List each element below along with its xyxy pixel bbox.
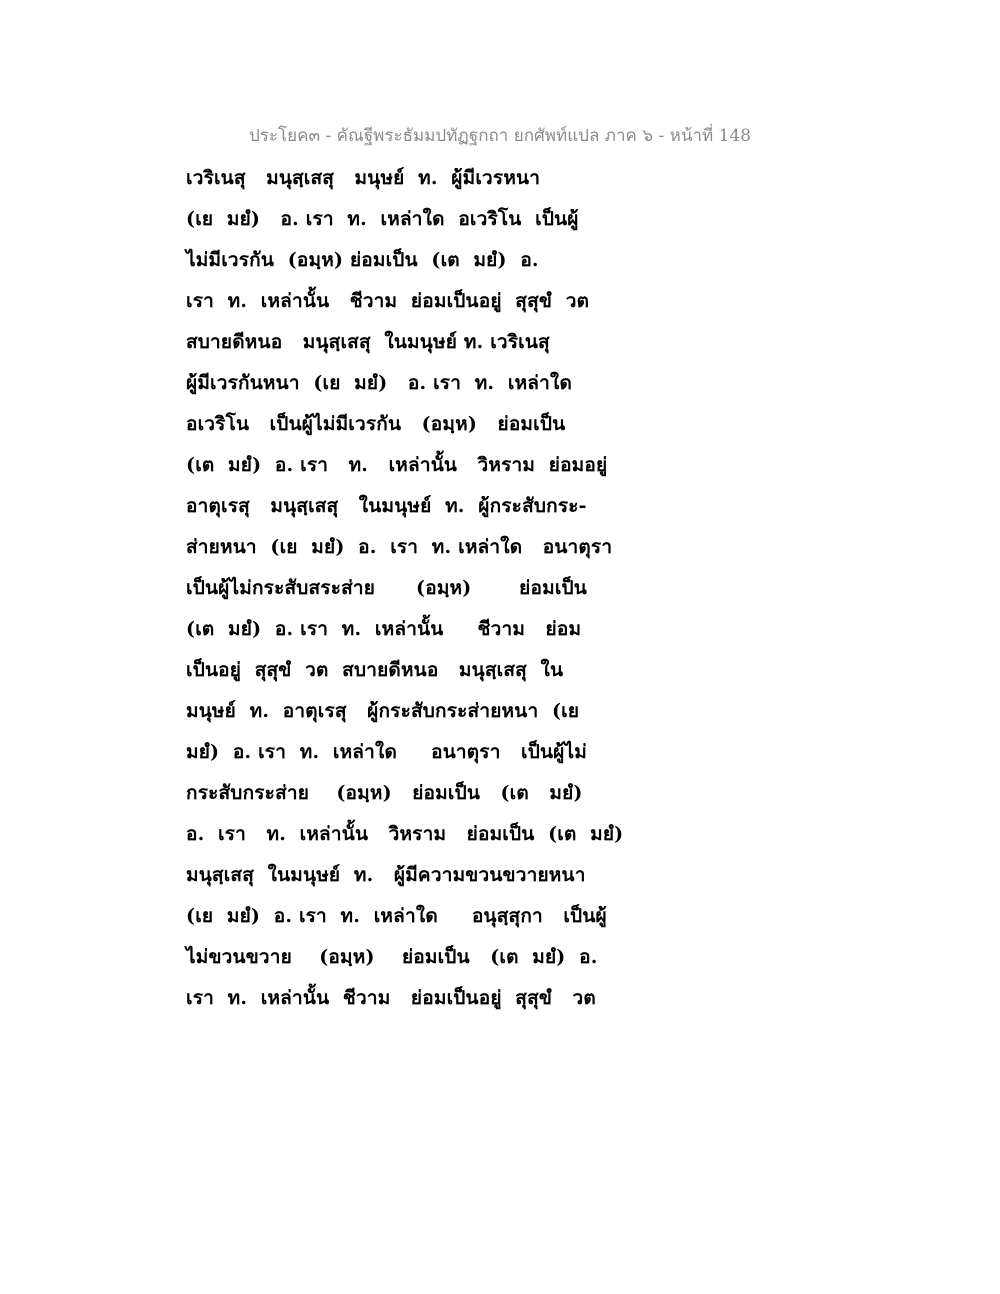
text-line: มนุสฺเสสุ ในมนุษย์ ท. ผู้มีความขวนขวายหนา	[186, 864, 586, 886]
text-line: (เย มยํ) อ. เรา ท. เหล่าใด อเวริโน เป็นผู้	[186, 208, 579, 230]
text-line: สบายดีหนอ มนุสฺเสสุ ในมนุษย์ ท. เวริเนสุ	[186, 331, 550, 353]
text-line: ไม่มีเวรกัน (อมฺห) ย่อมเป็น (เต มยํ) อ.	[186, 249, 539, 271]
text-line: เรา ท. เหล่านั้น ชีวาม ย่อมเป็นอยู่ สุสุขํ วต	[186, 290, 590, 312]
text-line: (เย มยํ) อ. เรา ท. เหล่าใด อนุสฺสุกา เป็นผู้	[186, 905, 607, 927]
text-line: มนุษย์ ท. อาตุเรสุ ผู้กระสับกระส่ายหนา (เย	[186, 700, 580, 722]
text-line: เรา ท. เหล่านั้น ชีวาม ย่อมเป็นอยู่ สุสุขํ วต	[186, 987, 596, 1009]
text-line: เป็นอยู่ สุสุขํ วต สบายดีหนอ มนุสฺเสสุ ใน	[186, 659, 564, 681]
text-line: ผู้มีเวรกันหนา (เย มยํ) อ. เรา ท. เหล่าใด	[186, 372, 573, 394]
text-line: เป็นผู้ไม่กระสับสระส่าย (อมฺห) ย่อมเป็น	[186, 577, 587, 599]
text-line: อ. เรา ท. เหล่านั้น วิหราม ย่อมเป็น (เต มยํ)	[186, 823, 624, 845]
text-line: อเวริโน เป็นผู้ไม่มีเวรกัน (อมฺห) ย่อมเป็น	[186, 413, 566, 435]
page-header: ประโยค๓ - คัณฐีพระธัมมปทัฏฐกถา ยกศัพท์แปล ภาค ๖ - หน้าที่ 148	[248, 126, 752, 146]
text-line: ไม่ขวนขวาย (อมฺห) ย่อมเป็น (เต มยํ) อ.	[186, 946, 598, 968]
text-line: อาตุเรสุ มนุสฺเสสุ ในมนุษย์ ท. ผู้กระสับกระ-	[186, 495, 587, 517]
text-line: ส่ายหนา (เย มยํ) อ. เรา ท. เหล่าใด อนาตุรา	[186, 536, 613, 558]
text-line: กระสับกระส่าย (อมฺห) ย่อมเป็น (เต มยํ)	[186, 782, 583, 804]
text-line: มยํ) อ. เรา ท. เหล่าใด อนาตุรา เป็นผู้ไม่	[186, 741, 587, 763]
text-line: (เต มยํ) อ. เรา ท. เหล่านั้น วิหราม ย่อมอยู่	[186, 454, 608, 476]
text-line: เวริเนสุ มนุสฺเสสุ มนุษย์ ท. ผู้มีเวรหนา	[186, 167, 541, 189]
body-text	[186, 158, 624, 1019]
text-line: (เต มยํ) อ. เรา ท. เหล่านั้น ชีวาม ย่อม	[186, 618, 582, 640]
